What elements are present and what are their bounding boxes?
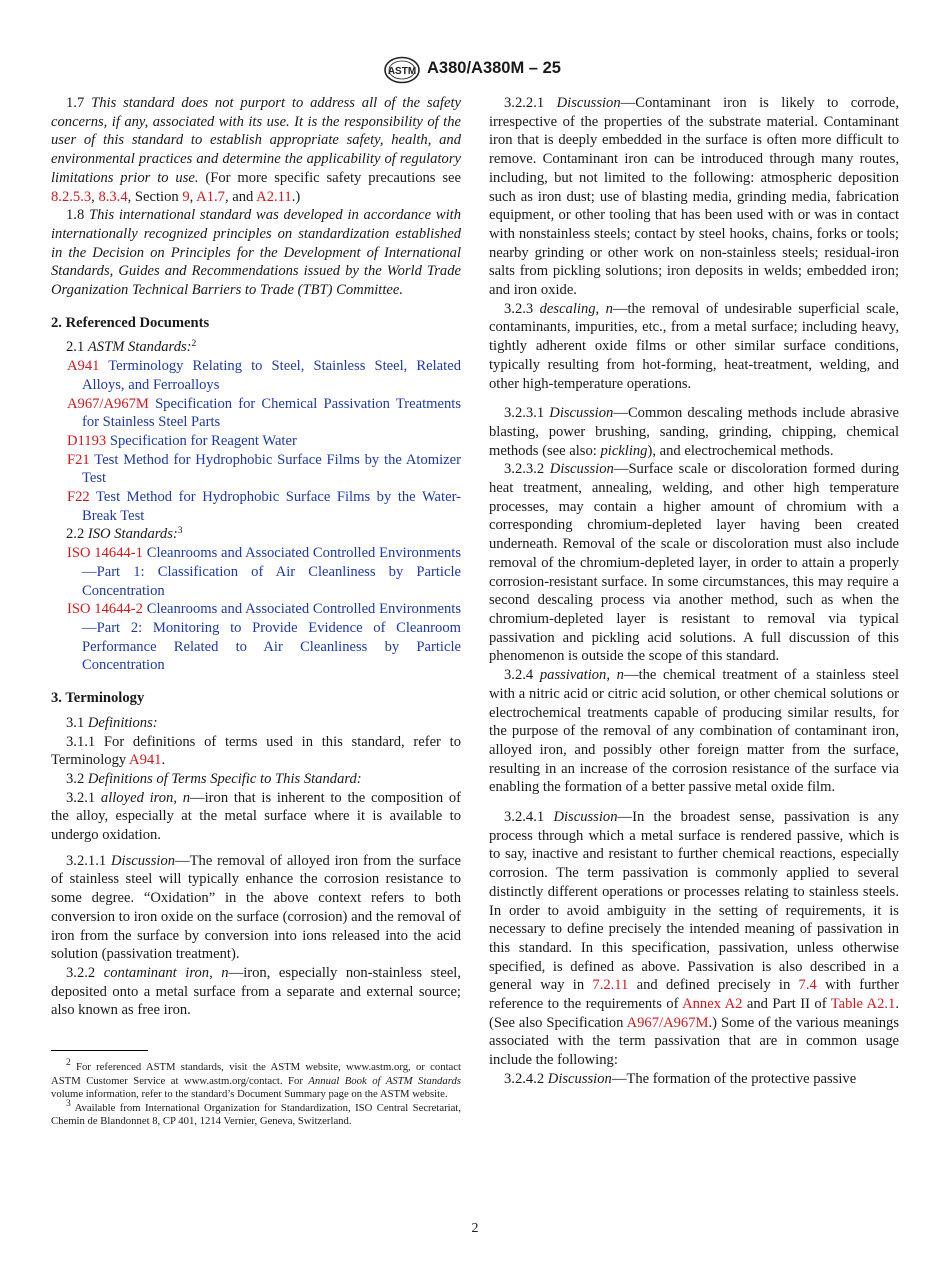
- ref-code-iso-14644-2[interactable]: ISO 14644-2: [67, 601, 143, 618]
- link-7-4[interactable]: 7.4: [798, 977, 817, 994]
- ref-code-d1193[interactable]: D1193: [67, 432, 107, 449]
- section-3-heading: 3. Terminology: [51, 690, 145, 707]
- left-column: [51, 94, 461, 1129]
- reference-item: [51, 432, 461, 451]
- link-table-a2-1[interactable]: Table A2.1: [830, 996, 896, 1013]
- section-3-2-3-1: 3.2.3.1 Discussion—Common descaling methods include abrasive blasting, power brushing, sanding, grinding, chipping, chemical methods (see also: pickling), and electrochemical methods.: [489, 405, 899, 459]
- reference-item: [51, 395, 461, 432]
- ref-title-d1193[interactable]: Specification for Reagent Water: [109, 432, 297, 449]
- reference-item: [51, 544, 461, 600]
- reference-item: [51, 488, 461, 525]
- right-column: [489, 94, 899, 1089]
- astm-logo-icon: [383, 56, 421, 84]
- section-3-2-4: 3.2.4 passivation, n—the chemical treatment of a stainless steel with a nitric acid or citric acid solution, or other chemical solutions or electrochemical treatments capable of producing similar results, for the purpose of the removal of any combination of contaminant iron, alloyed iron, and possibly other foreign matter from the surface, resulting in an increase of the corrosion resistance of the surface via enabling the formation of a better passive metal oxide film.: [489, 667, 900, 796]
- ref-code-iso-14644-1[interactable]: ISO 14644-1: [67, 545, 143, 562]
- ref-title-a967[interactable]: Specification for Chemical Passivation Treatments for Stainless Steel Parts: [82, 395, 461, 431]
- ref-code-f21[interactable]: F21: [67, 451, 90, 468]
- section-3-2-1: 3.2.1 alloyed iron, n—iron that is inherent to the composition of the alloy, especially at the metal surface where it is available to undergo oxidation.: [51, 789, 461, 844]
- ref-title-f21[interactable]: Test Method for Hydrophobic Surface Films by the Atomizer Test: [82, 451, 461, 487]
- reference-item: [51, 451, 461, 488]
- ref-code-a941[interactable]: A941: [67, 358, 100, 375]
- logo-text: ASTM: [387, 66, 417, 77]
- link-8-2-5-3[interactable]: 8.2.5.3: [51, 188, 92, 205]
- astm-reference-list: [51, 357, 461, 525]
- footnote-3: $^3$ Available from International Organization for Standardization, ISO Central Secretariat, Chemin de Blandonnet 8, CP 401, 1214 Vernier, Geneva, Switzerland.: [51, 1098, 461, 1128]
- section-2-2: 2.2 ISO Standards:$^3$: [66, 526, 183, 543]
- link-8-3-4[interactable]: 8.3.4: [98, 188, 128, 205]
- ref-title-a941[interactable]: Terminology Relating to Steel, Stainless Steel, Related Alloys, and Ferroalloys: [82, 358, 461, 393]
- section-3-2: 3.2 Definitions of Terms Specific to This Standard:: [66, 770, 362, 787]
- ref-title-iso-14644-1[interactable]: Cleanrooms and Associated Controlled Environments—Part 1: Classification of Air Cleanliness by Particle Concentration: [82, 545, 462, 599]
- section-3-2-3-2: 3.2.3.2 Discussion—Surface scale or discoloration formed during heat treatment, annealing, welding, and other high temperature processes, may contain a higher amount of chromium with a corresponding chromium-depleted layer having been created underneath. Removal of the scale or discoloration must also include removal of the chromium-depleted layer, in order to attain a properly corrosion-resistant surface. In some circumstances, this may require a second descaling process via another method, such as when the chromium-depleted layer is resistant to removal via typical passivation and pickling acid solutions. A full discussion of this phenomenon is outside the scope of this standard.: [489, 461, 899, 665]
- reference-item: [51, 600, 461, 675]
- link-7-2-11[interactable]: 7.2.11: [592, 977, 629, 994]
- iso-reference-list: [51, 544, 461, 675]
- section-3-1-1: 3.1.1 For definitions of terms used in this standard, refer to Terminology A941.: [51, 733, 461, 769]
- link-section-9[interactable]: 9: [182, 188, 190, 205]
- link-a2-11[interactable]: A2.11: [256, 188, 292, 205]
- page-number: 2: [471, 1221, 479, 1236]
- ref-title-f22[interactable]: Test Method for Hydrophobic Surface Films by the Water-Break Test: [82, 489, 461, 524]
- section-2-1: 2.1 ASTM Standards:$^2$: [66, 339, 197, 356]
- ref-code-a967[interactable]: A967/A967M: [67, 395, 149, 412]
- section-3-1: 3.1 Definitions:: [66, 714, 158, 731]
- section-3-2-4-1: 3.2.4.1 Discussion—In the broadest sense, passivation is any process through which a metal surface is rendered passive, which is to say, inactive and resistant to further chemical reactions, especially corrosion. The term passivation is commonly applied to several distinctly different operations or processes relating to stainless steels. In order to avoid ambiguity in the setting of requirements, it is necessary to define precisely the intended meaning of passivation in this standard. In this specification, passivation, unless otherwise specified, is defined as above. Passivation is also described in a general way in 7.2.11 and defined precisely in 7.4 with further reference to the requirements of Annex A2 and Part II of Table A2.1. (See also Specification A967/A967M.) Some of the various meanings associated with the term passivation that are in common usage include the following:: [489, 809, 900, 1069]
- section-3-2-3: 3.2.3 descaling, n—the removal of undesirable superficial scale, contaminants, impurities, etc., from a metal surface; including heavy, tightly adherent oxide films or other similar surface conditions, typically resulting from hot-forming, heat-treatment, welding, and other high-temperature operations.: [489, 300, 900, 392]
- link-a941[interactable]: A941: [129, 752, 162, 769]
- section-2-heading: 2. Referenced Documents: [51, 314, 210, 331]
- link-a1-7[interactable]: A1.7: [196, 188, 225, 205]
- link-a967-a967m[interactable]: A967/A967M: [626, 1014, 709, 1031]
- footnote-2: $^2$ For referenced ASTM standards, visit the ASTM website, www.astm.org, or contact ASTM Customer Service at www.astm.org/contact. For Annual Book of ASTM Standards volume information, refer to the standard’s Document Summary page on the ASTM website.: [51, 1058, 462, 1101]
- standard-designation: A380/A380M – 25: [427, 59, 561, 77]
- section-1-8: 1.8 This international standard was developed in accordance with internationally recognized principles on standardization established in the Decision on Principles for the Development of International Standards, Guides and Recommendations issued by the World Trade Organization Technical Barriers to Trade (TBT) Committee.: [51, 207, 462, 299]
- section-3-2-2: 3.2.2 contaminant iron, n—iron, especially non-stainless steel, deposited onto a metal surface from a separate and external source; also known as free iron.: [51, 964, 462, 1019]
- section-1-7: 1.7 This standard does not purport to address all of the safety concerns, if any, associated with its use. It is the responsibility of the user of this standard to establish appropriate safety, health, and environmental practices and determine the applicability of regulatory limitations prior to use. (For more specific safety precautions see 8.2.5.3, 8.3.4, Section 9, A1.7, and A2.11.): [51, 95, 461, 205]
- reference-item: [51, 357, 461, 394]
- ref-title-iso-14644-2[interactable]: Cleanrooms and Associated Controlled Environments—Part 2: Monitoring to Provide Evidence of Cleanroom Performance Related to Air Cleanliness by Particle Concentration: [82, 601, 462, 674]
- section-3-2-4-2: 3.2.4.2 Discussion—The formation of the protective passive: [504, 1070, 857, 1087]
- section-3-2-1-1: 3.2.1.1 Discussion—The removal of alloyed iron from the surface of stainless steel will typically enhance the corrosion resistance to some degree. “Oxidation” in the above context refers to both conversion to iron oxide on the surface (corrosion) and the removal of iron from the surface by conversion into ions released into the acid solution (passivation treatment).: [51, 852, 461, 963]
- section-3-2-2-1: 3.2.2.1 Discussion—Contaminant iron is likely to corrode, irrespective of the properties of the substrate material. Contaminant iron that is deeply embedded in the surface is often more difficult to remove. Contaminant iron can be introduced through many routes, including, but not limited to the following: atmospheric deposition such as iron dust; use of blasting media, grinding media, fabrication equipment, or other tooling that has been used with or was in contact with nonstainless steels; contact by steel hooks, chains, forks or tools; nearby grinding or other work on non-stainless steels; residual-iron salts from pickling solutions; iron deposits in welds; embedded iron; and iron oxide.: [489, 95, 899, 299]
- link-annex-a2[interactable]: Annex A2: [682, 996, 743, 1013]
- footnote-divider: [51, 1050, 148, 1051]
- page-header: [0, 56, 950, 84]
- ref-code-f22[interactable]: F22: [67, 489, 90, 506]
